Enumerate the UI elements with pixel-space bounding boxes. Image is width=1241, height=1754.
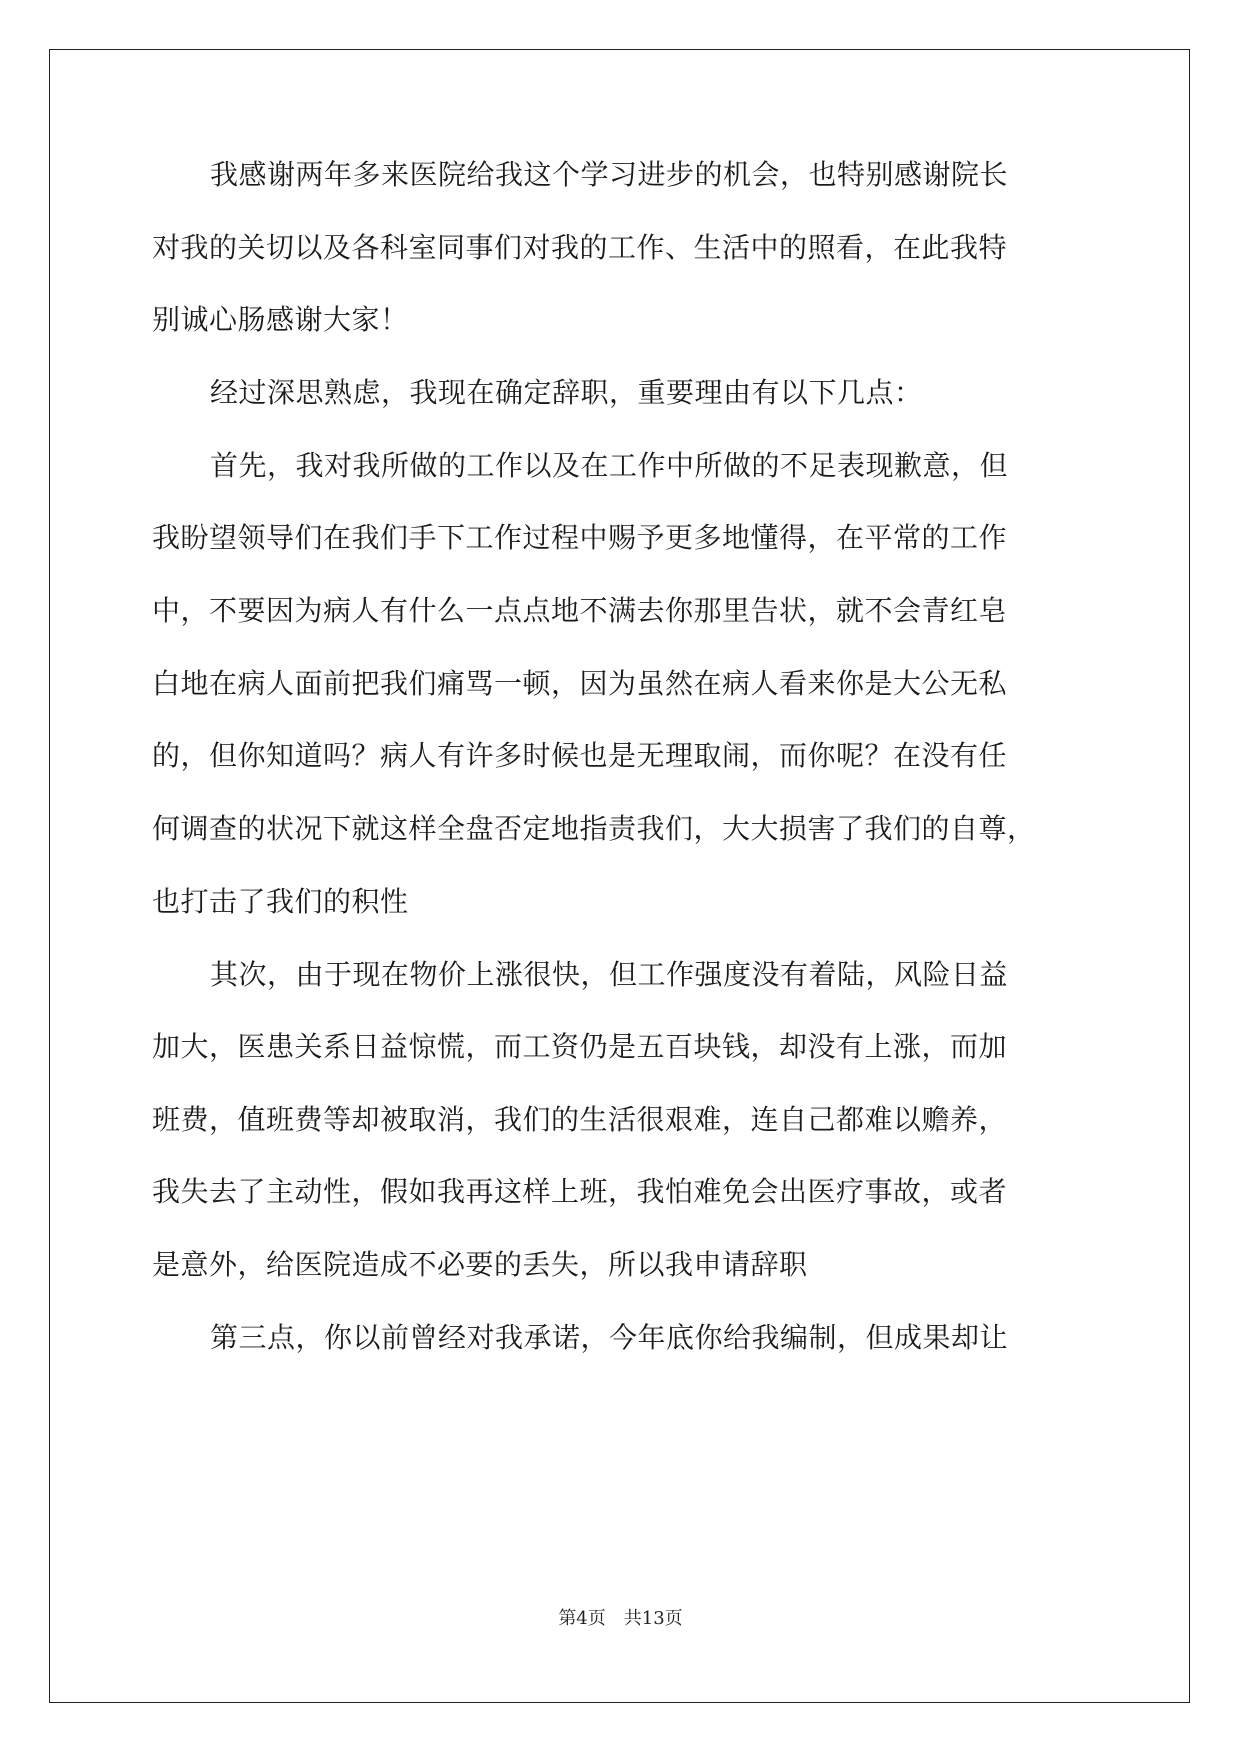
- text-line: 班费，值班费等却被取消，我们的生活很艰难，连自己都难以赡养，: [152, 1103, 1008, 1136]
- text-line: 何调查的状况下就这样全盘否定地指责我们，大大损害了我们的自尊，: [152, 812, 1036, 845]
- page-border: [49, 49, 1190, 1703]
- text-line: 首先，我对我所做的工作以及在工作中所做的不足表现歉意，但: [210, 449, 1009, 482]
- text-line: 的，但你知道吗？病人有许多时候也是无理取闹，而你呢？在没有任: [152, 739, 1008, 772]
- text-line: 第三点，你以前曾经对我承诺，今年底你给我编制，但成果却让: [210, 1321, 1009, 1354]
- text-line: 白地在病人面前把我们痛骂一顿，因为虽然在病人看来你是大公无私: [152, 667, 1008, 700]
- text-line: 也打击了我们的积性: [152, 885, 409, 918]
- page-footer: [0, 1604, 1241, 1630]
- text-line: 加大，医患关系日益惊慌，而工资仍是五百块钱，却没有上涨，而加: [152, 1030, 1008, 1063]
- text-line: 中，不要因为病人有什么一点点地不满去你那里告状，就不会青红皂: [152, 594, 1008, 627]
- text-line: 其次，由于现在物价上涨很快，但工作强度没有着陆，风险日益: [210, 958, 1009, 991]
- text-line: 对我的关切以及各科室同事们对我的工作、生活中的照看，在此我特: [152, 231, 1008, 264]
- text-line: 别诚心肠感谢大家！: [152, 303, 409, 336]
- text-line: 是意外，给医院造成不必要的丢失，所以我申请辞职: [152, 1248, 808, 1281]
- text-line: 经过深思熟虑，我现在确定辞职，重要理由有以下几点：: [210, 376, 923, 409]
- page-number: 第4页: [558, 1608, 606, 1629]
- text-line: 我失去了主动性，假如我再这样上班，我怕难免会出医疗事故，或者: [152, 1175, 1008, 1208]
- page-total: 共13页: [623, 1608, 683, 1629]
- text-line: 我盼望领导们在我们手下工作过程中赐予更多地懂得，在平常的工作: [152, 521, 1008, 554]
- text-line: 我感谢两年多来医院给我这个学习进步的机会，也特别感谢院长: [210, 158, 1009, 191]
